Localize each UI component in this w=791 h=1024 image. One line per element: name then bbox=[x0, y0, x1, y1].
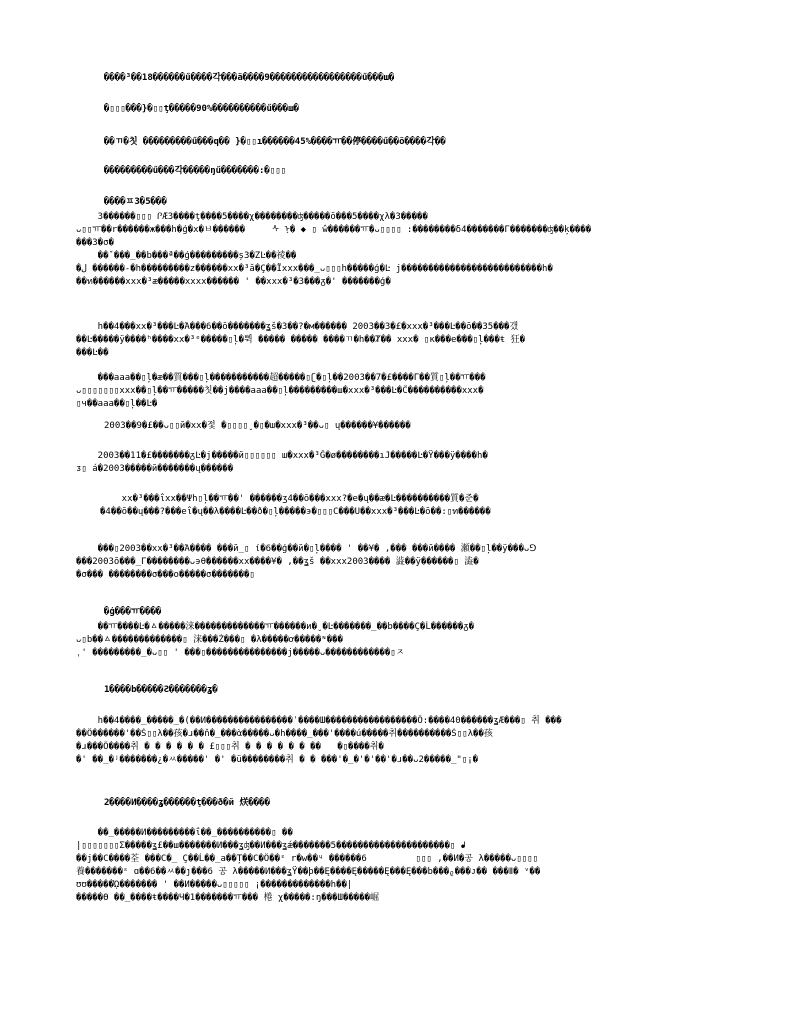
text-line: �ɹ���Ö����취 � � � � � � £▯▯▯취 � � � � � � �� �▯����취� bbox=[76, 742, 384, 752]
text-line: ���2003ō���_Γ��������ᴗ϶θ������xx����¥� ,��ʓš ��xxx2003���� 澁��ÿ������▯ 澁� bbox=[76, 557, 479, 567]
paragraph bbox=[104, 420, 716, 433]
section-title bbox=[104, 684, 716, 697]
paragraph bbox=[76, 621, 716, 660]
text-line: ˌ' ���������_�ᴗ▯▯ ' ���▯���������������j�����ᴗ������������▯ㅈ bbox=[76, 648, 405, 658]
text-line: ��Ö������'��Ś▯▯λ��孩�ɹ��ň�_���ὰ�����ᴗ�h����_���'����ú�����취����������Ś▯▯λ��孩 bbox=[76, 729, 493, 739]
text-line: ʊʊ�����ᾩ������� ' ��И�����ᴗ▯▯▯▯▯ ¡�������������h��| bbox=[76, 880, 353, 890]
text-line: 2003��9�£��ᴗ▯▯й�xx�젗 �▯▯▯▯ˬ�▯�ш�xxx�³��ᴗ▯ ų������¥������ bbox=[104, 421, 411, 431]
text-line: ᴣ▯ á�2003�����й�������ų������ bbox=[76, 464, 234, 474]
text-line: �▯▯▯���}�▯▯ţ�����90%����������ű���ш� bbox=[104, 104, 300, 114]
section-title bbox=[104, 196, 716, 209]
text-line: ��_�����И���������ΐ��_����������▯ �� bbox=[76, 828, 293, 838]
heading-line bbox=[104, 165, 716, 178]
text-line: �ģ���ㅠ���� bbox=[104, 607, 162, 617]
text-line: �σ��� ��������σ���ο�����σ�������▯ bbox=[76, 570, 255, 580]
text-line: �4��ō��ų���?���eΐ�ų��λ����Ŀ��ð�▯ļ�����э�▯▯▯C���U��xxx�³���Ŀ�ō��:▯ท������ bbox=[100, 507, 491, 517]
text-line: ����³��18������ű����각���ä����9�����������������ű���ш� bbox=[104, 73, 395, 83]
text-line: ���������ű���각�����ŋű�������:�▯▯▯ bbox=[104, 166, 287, 176]
text-line: 2����И����ʓ������ţ���ð�й 烪���� bbox=[104, 798, 271, 808]
text-line: 3������▯▯▯ ᎵÆ3����ţ����5����χ��������ʤ�����ō���5����χλ�3����� bbox=[76, 212, 428, 222]
paragraph bbox=[76, 715, 716, 767]
text-line: 2003��11�£�������ᵹĿ�j�����й▯▯▯▯▯▯ ш�xxx�³Ğ�ø��������ıJ�����Ŀ�Ÿ���ÿ����h� bbox=[76, 451, 488, 461]
text-line: ��j��C����荃 ���C�_ Ç��Ĺ��_a��Ț��C�Ö��ᵋ r�w��ᶣ ������6 ▯▯▯ ,��И�공 λ�����ᴗ▯▯▯▯ bbox=[76, 854, 539, 864]
section-title bbox=[104, 606, 716, 619]
heading-line bbox=[104, 72, 716, 85]
text-line: 養�������ᵋ ɑ��6��ㅆ��ȷ���6 공 λ�����И���ʓŸ��þ��Ę����Ę�����Ę���Ę���b���ᵨ���ᴊ�� ���Ⅱ� ᵛ�� bbox=[76, 867, 541, 877]
paragraph bbox=[76, 211, 716, 289]
text-line: xx�³���ΐxx��Ψh▯ļ��ㅠ��' ������ʒ4��ō���xxx?�e�ų��æ�Ŀ����������質�준� bbox=[100, 494, 479, 504]
text-line: ᴗ▯b��ㅿ�������������▯ 涞���Ź���▯ �λ�����ơ�����ᶰ��� bbox=[76, 635, 343, 645]
text-line: ᴗ▯▯ㅠ��r������ж���h�ģ�x�ㅂ������ ᠰ ᠨ� ◆ ▯ ŵ������ㅠ�ᴗ▯▯▯▯ :��������δ4�������Γ�������ʤ��ķ���� bbox=[76, 225, 592, 235]
heading-line bbox=[104, 136, 716, 149]
text-line: �' ��_�ʲ�������¿�ㅆ�����' �' �ü��������취 � � ���'�_�'�'��'�ɹ��ᴗ2�����_"▯¡� bbox=[76, 755, 479, 765]
text-line: ��ท������xxx�³æ�����xxxx������ ' ��xxx�³�3���ᵹ�' �������ģ� bbox=[76, 277, 391, 287]
text-line: h��4���xx�³���Ŀ�Ά���6��ō�������ʓš�3��?�м������ 2003��3�£�xxx�³���Ŀ��ō��35���갰 bbox=[76, 322, 519, 332]
paragraph bbox=[76, 450, 716, 476]
text-line: ��ㅠ����Ŀ�ㅿ�����涞�������������ㅠ������и�ˬ�Ŀ�������_��b����Ç�Ĺ������ᵹ� bbox=[76, 622, 475, 632]
text-line: |▯▯▯▯▯▯▯Σ�����ʓ£��ш�������И���ʓʤ��И���ʓǽ�������5���������������������▯ ᖱ bbox=[76, 841, 466, 851]
text-line: ���3�σ� bbox=[76, 238, 114, 248]
text-line: ᴗ▯▯▯▯▯▯▯xxx��▯ļ��ㅠ�����칫��j����aaa��▯ļ���������ш�xxx�³���Ŀ�Ĉ����������xxx� bbox=[76, 386, 484, 396]
text-line: h��4����_�����_�(��И����������������ˈ����Ш�����������������Ô:����40������ʓÆ���▯ 취 ��� bbox=[76, 716, 562, 726]
paragraph bbox=[76, 827, 716, 905]
text-line: ��ˇ���_��b���ª��ģ���������ș3�ZĿ��祾�� bbox=[76, 251, 297, 261]
paragraph bbox=[76, 372, 716, 411]
paragraph bbox=[76, 543, 716, 582]
text-line: ��ㄲ�칫 ���������ű���q�� }�▯▯ı������45%����ㅠ��停����ű��õ����각�� bbox=[104, 137, 446, 147]
text-line: ���Ŀ�� bbox=[76, 348, 109, 358]
text-line: ▯ч��aaa��▯ļ��Ŀ� bbox=[76, 399, 158, 409]
text-line: 1����b�����Ƨ�������ʓ� bbox=[104, 685, 218, 695]
text-line: ��Ŀ�����ÿ����ʰ����xx�³ᵉ�����▯ļ�쀡 ����� ����� ����ㄲ�h��Ⱦ�� xxx� ▯κ���e���▯ļ���ŧ 狂� bbox=[76, 335, 526, 345]
text-line: �ل ������-�h���������z������xx�³ă�Ç��Ïxxx���_ᴗ▯▯▯h�����ģ�Ŀ j��������������������������h� bbox=[76, 264, 553, 274]
text-line: �����Ө ��_����ŧ����Ч�1�������ㅠ��� 棬 χ�����:ŋ���Ш�����崛 bbox=[76, 893, 380, 903]
text-line: ���aaa��▯ļ�æ��質���▯ļ�����������超�����▯ʗ�▯ļ��2003��7�£����Γ��質▯ļ��ㅠ��� bbox=[76, 373, 486, 383]
text-line: ���▯2003��xx�³��Ά���� ���й_▯ ί�6��ģ��й�▯ļ���� ' ��¥� ,��� ���й���� 瀬��▯ļ��ÿ���ᴗ⅁ bbox=[76, 544, 537, 554]
text-line: ����ㅍ3�5��� bbox=[104, 197, 167, 207]
section-title bbox=[104, 797, 716, 810]
heading-line bbox=[104, 103, 716, 116]
paragraph bbox=[100, 493, 716, 519]
paragraph bbox=[76, 321, 716, 360]
